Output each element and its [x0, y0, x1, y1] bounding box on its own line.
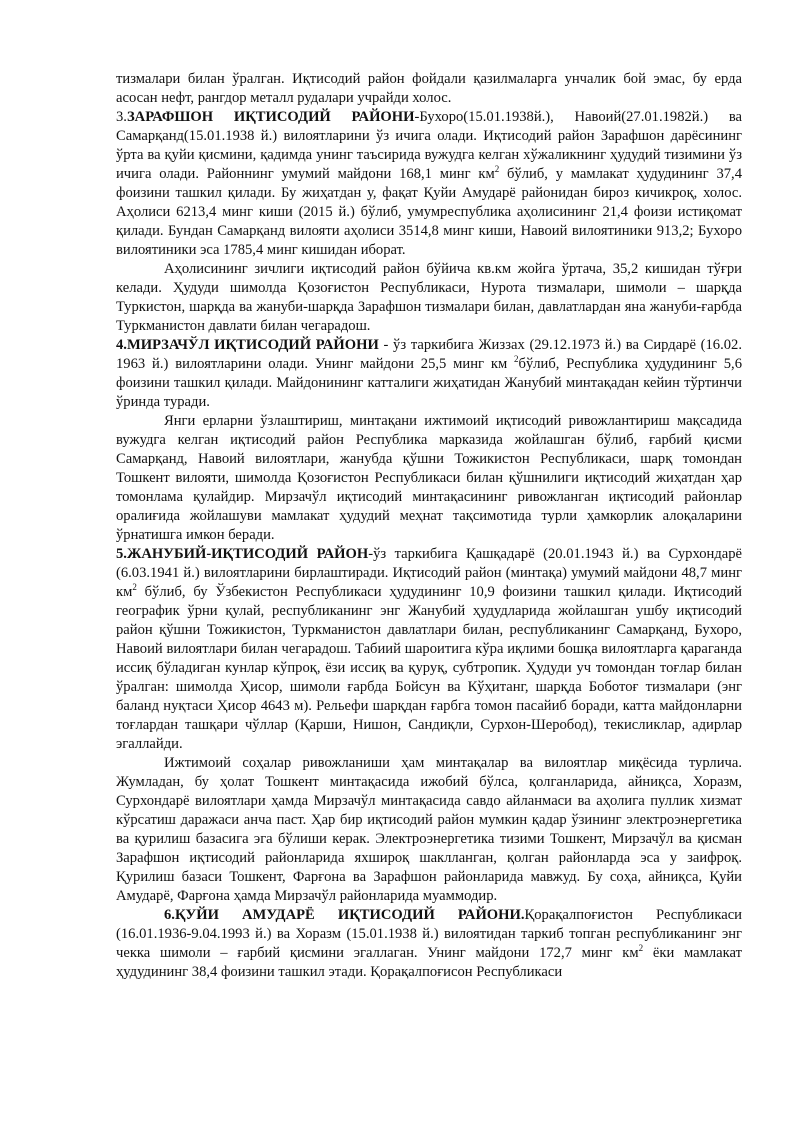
heading-mirzachul: 4.МИРЗАЧЎЛ ИҚТИСОДИЙ РАЙОНИ: [116, 337, 379, 353]
paragraph-mirzachul: [116, 336, 742, 412]
superscript: 2: [514, 354, 519, 365]
paragraph-3: [116, 260, 742, 336]
text-run: бўлиб, Республика ҳудудининг 5,6 фоизини ташкил қилади. Майдонининг катталиги жиҳатидан Жанубий минтақадан кейин тўртинчи ўринда туради.: [116, 356, 742, 410]
text-run: -ўз таркибига Қашқадарё (20.01.1943 й.) ва Сурхондарё (6.03.1941 й.) вилоятларини бирлаштиради. Иқтисодий район (минтақа) умумий майдони 48,7 минг км: [116, 546, 743, 600]
text-run: -Бухоро(15.01.1938й.), Навоий(27.01.1982й.) ва Самарқанд(15.01.1938 й.) вилоятларини ўз ичига олади. Иқтисодий район Зарафшон дарёсининг ўрта ва қуйи қисмини, қадимда унинг таъсирида вужудга келган хўжаликнинг ҳудудий тизимини ўз ичига олади. Районнинг умумий майдони 168,1 минг км: [116, 109, 742, 182]
heading-quyi-amudaryo: 6.ҚУЙИ АМУДАРЁ ИҚТИСОДИЙ РАЙОНИ.: [164, 907, 525, 923]
heading-janubiy: 5.ЖАНУБИЙ-ИҚТИСОДИЙ РАЙОН: [116, 546, 369, 562]
text-run: ёки мамлакат ҳудудининг 38,4 фоизини ташкил этади. Қорақалпоғисон Республикаси: [116, 945, 742, 980]
document-page: [116, 70, 742, 982]
paragraph-7: [116, 754, 742, 906]
paragraph-5: [116, 412, 742, 545]
superscript: 2: [494, 164, 500, 175]
paragraph-janubiy: [116, 545, 742, 754]
paragraph-1: [116, 70, 742, 108]
text-run: - ўз таркибига Жиззах (29.12.1973 й.) ва Сирдарё (16.02. 1963 й.) вилоятларини олади. Унинг майдони 25,5 минг км: [116, 337, 742, 372]
paragraph-zarafshon: [116, 108, 742, 260]
text-run: Қорақалпоғистон Республикаси (16.01.1936-9.04.1993 й.) ва Хоразм (15.01.1938 й.) вилоятидан таркиб топган республиканинг энг чекка шимоли – ғарбий қисмини эгаллаган. Унинг майдони 172,7 минг км: [116, 907, 742, 961]
superscript: 2: [638, 943, 644, 954]
text-run: тизмалари билан ўралган. Иқтисодий район фойдали қазилмаларга унчалик бой эмас, бу ерда асосан нефт, рангдор металл рудалари учрайди холос.: [116, 71, 742, 106]
text-run: Янги ерларни ўзлаштириш, минтақани ижтимоий иқтисодий ривожлантириш мақсадида вужудга келган иқтисодий район Республика марказида жойлашган бўлиб, ғарбий қисми Самарқанд, Навоий вилоятлари, жанубда қўшни Тожикистон Республикаси, шарқ томондан Тошкент вилояти, шимолда Қозоғистон Республикаси билан қўшнилиги иқтисодий жиҳатдан ҳар томонлама қулайдир. Мирзачўл иқтисодий минтақасининг ривожланган иқтисодий районлар оралиғида жойлашуви мамлакат ҳудудий меҳнат тақсимотида турли ҳамкорлик алоқаларини ўрнатишга имкон беради.: [116, 413, 742, 543]
text-run: Аҳолисининг зичлиги иқтисодий район бўйича кв.км жойга ўртача, 35,2 кишидан тўғри келади. Ҳудуди шимолда Қозоғистон Республикаси, Нурота тизмалари, шимоли – шарқда Туркистон, шарқда ва жануби-шарқда Зарафшон тизмалари билан, давлатлардан яна жануби-ғарбда Туркманистон давлати билан чегарадош.: [116, 261, 742, 334]
section-number: 3.: [116, 109, 127, 125]
heading-zarafshon: ЗАРАФШОН ИҚТИСОДИЙ РАЙОНИ: [126, 109, 415, 125]
text-run: бўлиб, бу Ўзбекистон Республикаси ҳудудининг 10,9 фоизини ташкил қилади. Иқтисодий географик ўрни қулай, республиканинг энг Жанубий ҳудудларида жойлашган ушбу иқтисодий район қўшни Тожикистон, Туркманистон давлатлари билан, республиканинг Самарқанд, Бухоро, Навоий вилоятлари билан чегарадош. Табиий шароитига кўра иқлими бошқа вилоятларга қараганда иссиқ бўладиган кунлар кўпроқ, ёзи иссиқ ва қуруқ, субтропик. Ҳудуди уч томондан тоғлар билан ўралган: шимолда Ҳисор, шимоли ғарбда Бойсун ва Кўҳитанг, шарқда Боботоғ тизмалари (энг баланд нуқтаси Ҳисор 4643 м). Рельефи шарқдан ғарбга томон пасайиб боради, катта майдонларни тоғлардан ташқари чўллар (Қарши, Нишон, Сандиқли, Сурхон-Шеробод), текисликлар, адирлар эгаллайди.: [116, 584, 742, 752]
superscript: 2: [132, 582, 137, 593]
text-run: Ижтимоий соҳалар ривожланиши ҳам минтақалар ва вилоятлар миқёсида турлича. Жумладан, бу ҳолат Тошкент минтақасида ижобий бўлса, қолганларида, айниқса, Хоразм, Сурхондарё вилоятлари ҳамда Мирзачўл минтақасида савдо айланмаси ва аҳолига пуллик хизмат кўрсатиш даражаси анча паст. Ҳар бир иқтисодий район мумкин қадар ўзининг электроэнергетика ва қурилиш базасига эга бўлиши керак. Электроэнергетика тизими Тошкент, Мирзачўл ва қисман Зарафшон иқтисодий районларида яхшироқ шаклланган, қолган районларда эса у заифроқ. Қурилиш базаси Тошкент, Фарғона ва Зарафшон районларида мавжуд. Бу соҳа, айниқса, Қуйи Амударё, Фарғона ҳамда Мирзачўл районларида муаммодир.: [116, 755, 742, 904]
paragraph-quyi-amudaryo: [116, 906, 742, 982]
text-run: бўлиб, у мамлакат ҳудудининг 37,4 фоизини ташкил қилади. Бу жиҳатдан у, фақат Қуйи Амударё районидан бироз кичикроқ, холос. Аҳолиси 6213,4 минг киши (2015 й.) бўлиб, умумреспублика аҳолисининг 21,4 фоизи истиқомат қилади. Бундан Самарқанд вилояти аҳолиси 3514,8 минг киши, Навоий вилоятиники 913,2; Бухоро вилоятиники эса 1785,4 минг кишидан иборат.: [116, 166, 742, 258]
